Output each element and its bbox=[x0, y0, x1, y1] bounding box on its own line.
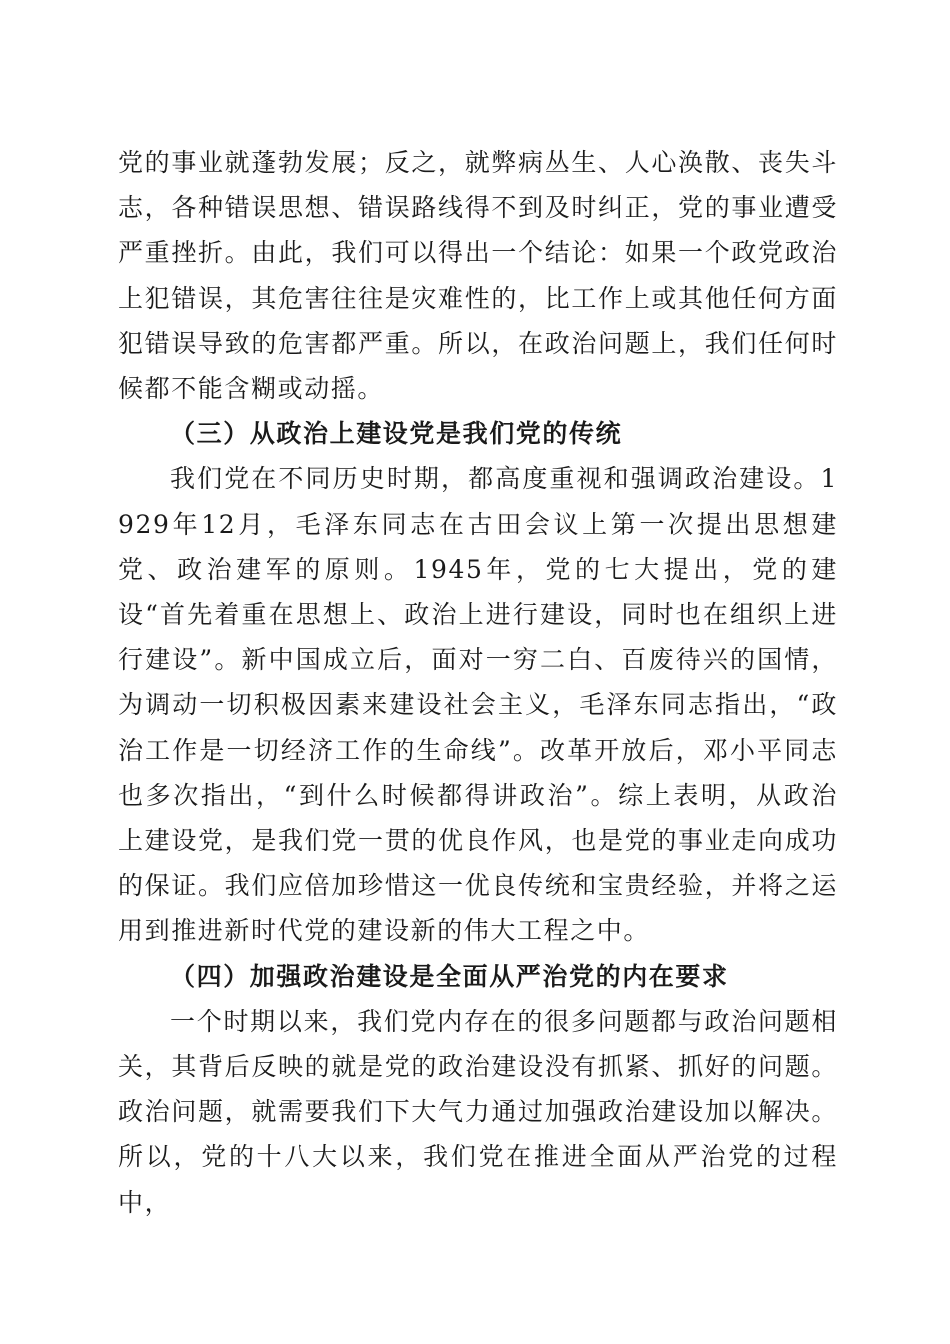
document-page bbox=[118, 140, 838, 1225]
paragraph-strict-governance: 一个时期以来，我们党内存在的很多问题都与政治问题相关，其背后反映的就是党的政治建设没有抓紧、抓好的问题。政治问题，就需要我们下大气力通过加强政治建设加以解决。所以，党的十八大以来，我们党在推进全面从严治党的过程中， bbox=[118, 1006, 838, 1217]
section-heading-3: （三）从政治上建设党是我们党的传统 bbox=[170, 419, 623, 449]
paragraph-party-cause: 党的事业就蓬勃发展；反之，就弊病丛生、人心涣散、丧失斗志，各种错误思想、错误路线得不到及时纠正，党的事业遭受严重挫折。由此，我们可以得出一个结论：如果一个政党政治上犯错误，其危害往往是灾难性的，比工作上或其他任何方面犯错误导致的危害都严重。所以，在政治问题上，我们任何时候都不能含糊或动摇。 bbox=[118, 148, 838, 404]
section-heading-4: （四）加强政治建设是全面从严治党的内在要求 bbox=[170, 961, 729, 991]
paragraph-political-tradition: 我们党在不同历史时期，都高度重视和强调政治建设。1929年12月，毛泽东同志在古田会议上第一次提出思想建党、政治建军的原则。1945年，党的七大提出，党的建设“首先着重在思想上、政治上进行建设，同时也在组织上进行建设”。新中国成立后，面对一穷二白、百废待兴的国情，为调动一切积极因素来建设社会主义，毛泽东同志指出，“政治工作是一切经济工作的生命线”。改革开放后，邓小平同志也多次指出，“到什么时候都得讲政治”。综上表明，从政治上建设党，是我们党一贯的优良作风，也是党的事业走向成功的保证。我们应倍加珍惜这一优良传统和宝贵经验，并将之运用到推进新时代党的建设新的伟大工程之中。 bbox=[118, 464, 838, 946]
